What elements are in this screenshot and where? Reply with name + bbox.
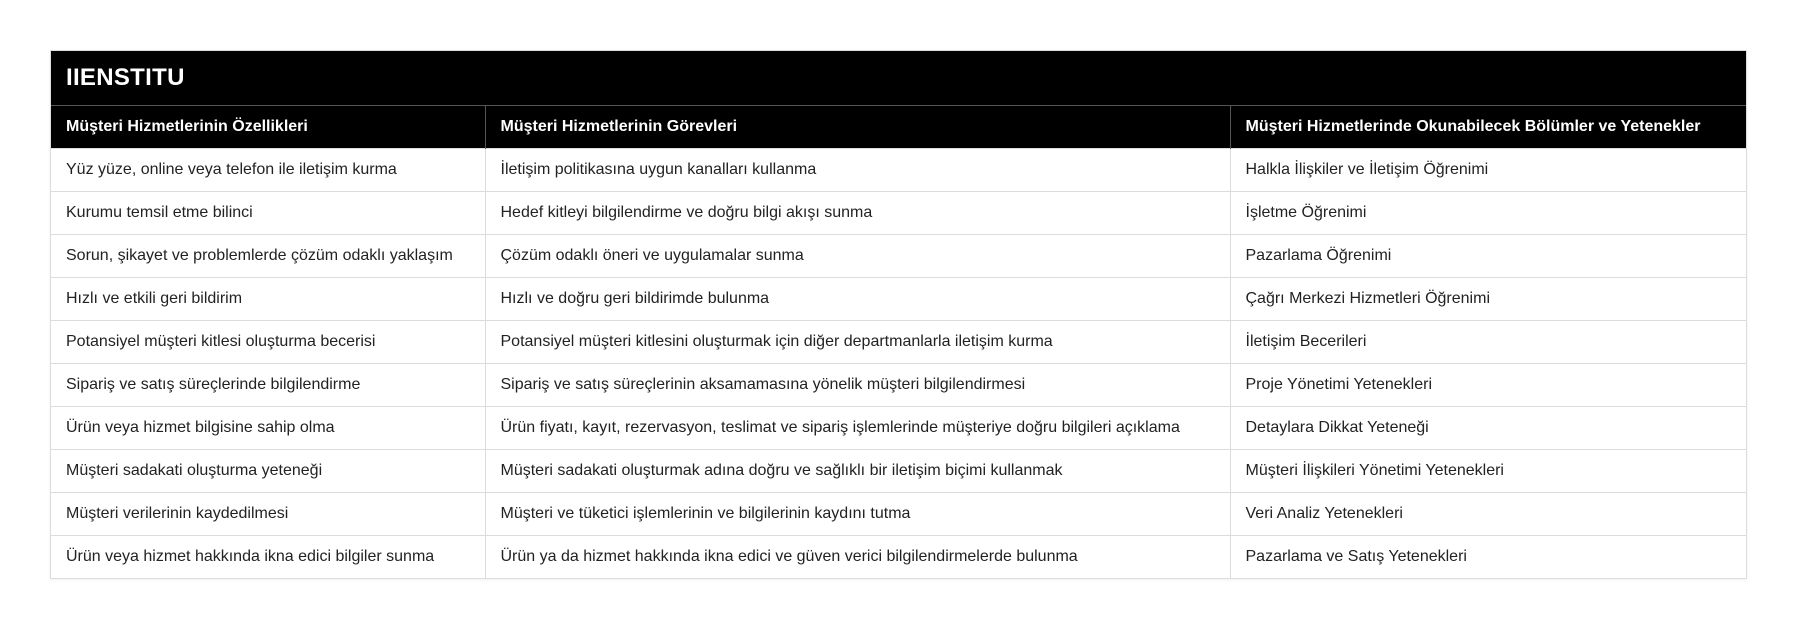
table-row: [51, 321, 1746, 364]
table-cell: Hızlı ve doğru geri bildirimde bulunma: [485, 278, 1230, 321]
header-departments-skills: Müşteri Hizmetlerinde Okunabilecek Bölümler ve Yetenekler: [1230, 106, 1746, 149]
table-row: [51, 450, 1746, 493]
table-cell: Çözüm odaklı öneri ve uygulamalar sunma: [485, 235, 1230, 278]
table-cell: Çağrı Merkezi Hizmetleri Öğrenimi: [1230, 278, 1746, 321]
table-row: [51, 149, 1746, 192]
table-cell: Kurumu temsil etme bilinci: [51, 192, 485, 235]
table-cell: Ürün veya hizmet bilgisine sahip olma: [51, 407, 485, 450]
table-row: [51, 278, 1746, 321]
table-cell: Müşteri verilerinin kaydedilmesi: [51, 493, 485, 536]
table-cell: Ürün veya hizmet hakkında ikna edici bilgiler sunma: [51, 536, 485, 579]
table-cell: Müşteri ve tüketici işlemlerinin ve bilgilerinin kaydını tutma: [485, 493, 1230, 536]
table-cell: Halkla İlişkiler ve İletişim Öğrenimi: [1230, 149, 1746, 192]
table-cell: Veri Analiz Yetenekleri: [1230, 493, 1746, 536]
table-cell: Pazarlama ve Satış Yetenekleri: [1230, 536, 1746, 579]
table-cell: İşletme Öğrenimi: [1230, 192, 1746, 235]
table-cell: Yüz yüze, online veya telefon ile iletişim kurma: [51, 149, 485, 192]
table-row: [51, 493, 1746, 536]
table-cell: İletişim Becerileri: [1230, 321, 1746, 364]
data-table-container: [50, 50, 1747, 579]
table-title: IIENSTITU: [51, 51, 1746, 106]
table-cell: Pazarlama Öğrenimi: [1230, 235, 1746, 278]
table-cell: Detaylara Dikkat Yeteneği: [1230, 407, 1746, 450]
table-row: [51, 235, 1746, 278]
header-duties: Müşteri Hizmetlerinin Görevleri: [485, 106, 1230, 149]
table-row: [51, 364, 1746, 407]
table-cell: Potansiyel müşteri kitlesini oluşturmak için diğer departmanlarla iletişim kurma: [485, 321, 1230, 364]
table-cell: Hedef kitleyi bilgilendirme ve doğru bilgi akışı sunma: [485, 192, 1230, 235]
table-cell: Sipariş ve satış süreçlerinde bilgilendirme: [51, 364, 485, 407]
table-cell: Potansiyel müşteri kitlesi oluşturma becerisi: [51, 321, 485, 364]
table-cell: Müşteri İlişkileri Yönetimi Yetenekleri: [1230, 450, 1746, 493]
table-cell: İletişim politikasına uygun kanalları kullanma: [485, 149, 1230, 192]
table-cell: Ürün ya da hizmet hakkında ikna edici ve güven verici bilgilendirmelerde bulunma: [485, 536, 1230, 579]
table-cell: Proje Yönetimi Yetenekleri: [1230, 364, 1746, 407]
table-cell: Sorun, şikayet ve problemlerde çözüm odaklı yaklaşım: [51, 235, 485, 278]
table-cell: Müşteri sadakati oluşturma yeteneği: [51, 450, 485, 493]
table-row: [51, 407, 1746, 450]
table-row: [51, 192, 1746, 235]
table-cell: Hızlı ve etkili geri bildirim: [51, 278, 485, 321]
header-features: Müşteri Hizmetlerinin Özellikleri: [51, 106, 485, 149]
table-cell: Ürün fiyatı, kayıt, rezervasyon, teslimat ve sipariş işlemlerinde müşteriye doğru bilgileri açıklama: [485, 407, 1230, 450]
header-row: [51, 106, 1746, 149]
table-row: [51, 536, 1746, 579]
table-cell: Sipariş ve satış süreçlerinin aksamamasına yönelik müşteri bilgilendirmesi: [485, 364, 1230, 407]
table-cell: Müşteri sadakati oluşturmak adına doğru ve sağlıklı bir iletişim biçimi kullanmak: [485, 450, 1230, 493]
customer-service-table: [51, 106, 1746, 578]
